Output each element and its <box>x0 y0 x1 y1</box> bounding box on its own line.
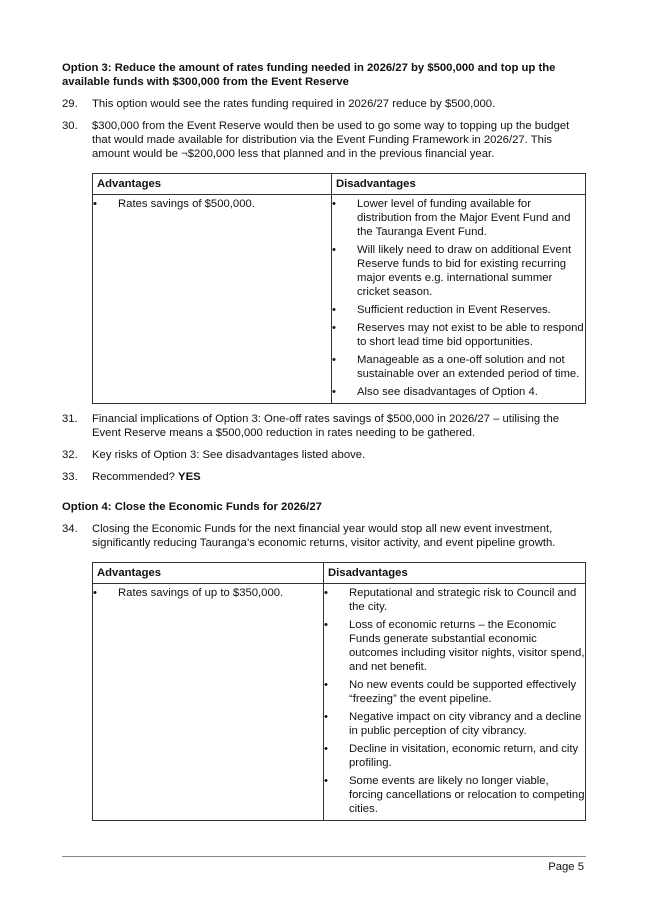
disadvantages-header: Disadvantages <box>332 174 586 195</box>
table-header-row <box>93 563 586 584</box>
paragraph-text: Key risks of Option 3: See disadvantages listed above. <box>92 449 366 461</box>
paragraph-number: 33. <box>62 471 78 483</box>
list-item: • Will likely need to draw on additional Event Reserve funds to bid for existing recurring major events e.g. international summer cricket season. <box>332 243 585 299</box>
paragraph-31 <box>62 412 586 440</box>
disadvantages-header: Disadvantages <box>324 563 586 584</box>
list-item: • Reputational and strategic risk to Council and the city. <box>324 586 585 614</box>
advantages-header: Advantages <box>93 174 332 195</box>
paragraph-33 <box>62 470 586 484</box>
document-page <box>62 61 586 821</box>
list-item: • Also see disadvantages of Option 4. <box>332 385 585 399</box>
list-item: • Loss of economic returns – the Economic Funds generate substantial economic outcomes including visitor nights, visitor spend, and net benefit. <box>324 618 585 674</box>
paragraph-30 <box>62 119 586 161</box>
table-row <box>93 584 586 821</box>
recommended-value: YES <box>178 471 201 483</box>
advantages-cell <box>93 195 332 404</box>
disadvantages-cell <box>332 195 586 404</box>
list-item: • Some events are likely no longer viable, forcing cancellations or relocation to competing cities. <box>324 774 585 816</box>
disadvantages-list <box>324 584 585 816</box>
list-item: • Manageable as a one-off solution and not sustainable over an extended period of time. <box>332 353 585 381</box>
paragraph-number: 31. <box>62 413 78 425</box>
disadvantages-list <box>332 195 585 399</box>
option4-heading: Option 4: Close the Economic Funds for 2026/27 <box>62 501 322 513</box>
paragraph-34 <box>62 522 586 550</box>
list-item: • Negative impact on city vibrancy and a decline in public perception of city vibrancy. <box>324 710 585 738</box>
paragraph-number: 32. <box>62 449 78 461</box>
table-header-row <box>93 174 586 195</box>
advantages-header: Advantages <box>93 563 324 584</box>
paragraph-number: 30. <box>62 120 78 132</box>
list-item: • Decline in visitation, economic return, and city profiling. <box>324 742 585 770</box>
list-item: • Lower level of funding available for distribution from the Major Event Fund and the Tauranga Event Fund. <box>332 197 585 239</box>
paragraph-text: This option would see the rates funding required in 2026/27 reduce by $500,000. <box>92 98 496 110</box>
list-item: • Rates savings of $500,000. <box>93 197 331 211</box>
page-number: Page 5 <box>548 861 584 873</box>
recommendation <box>92 470 586 484</box>
option4-table <box>92 562 586 821</box>
paragraph-text: Financial implications of Option 3: One-off rates savings of $500,000 in 2026/27 – utilising the Event Reserve means a $500,000 reduction in rates needing to be gathered. <box>92 413 560 439</box>
list-item: • No new events could be supported effectively “freezing” the event pipeline. <box>324 678 585 706</box>
option3-heading: Option 3: Reduce the amount of rates funding needed in 2026/27 by $500,000 and top up the available funds with $300,000 from the Event Reserve <box>62 62 556 88</box>
advantages-list <box>93 584 323 600</box>
paragraph-32 <box>62 448 586 462</box>
paragraph-number: 29. <box>62 98 78 110</box>
footer-divider <box>62 856 586 857</box>
recommended-label: Recommended? <box>92 471 179 483</box>
paragraph-text: Closing the Economic Funds for the next financial year would stop all new event investment, significantly reducing Tauranga’s economic returns, visitor activity, and event pipeline growth. <box>92 523 556 549</box>
paragraph-number: 34. <box>62 523 78 535</box>
paragraph-29 <box>62 97 586 111</box>
list-item: • Sufficient reduction in Event Reserves. <box>332 303 585 317</box>
option3-table <box>92 173 586 404</box>
disadvantages-cell <box>324 584 586 821</box>
advantages-list <box>93 195 331 211</box>
list-item: • Rates savings of up to $350,000. <box>93 586 323 600</box>
list-item: • Reserves may not exist to be able to respond to short lead time bid opportunities. <box>332 321 585 349</box>
advantages-cell <box>93 584 324 821</box>
paragraph-text: $300,000 from the Event Reserve would then be used to go some way to topping up the budget that would made available for distribution via the Event Funding Framework in 2026/27. This amount would be ¬$200,000 less that planned and in the previous financial year. <box>92 120 570 160</box>
table-row <box>93 195 586 404</box>
